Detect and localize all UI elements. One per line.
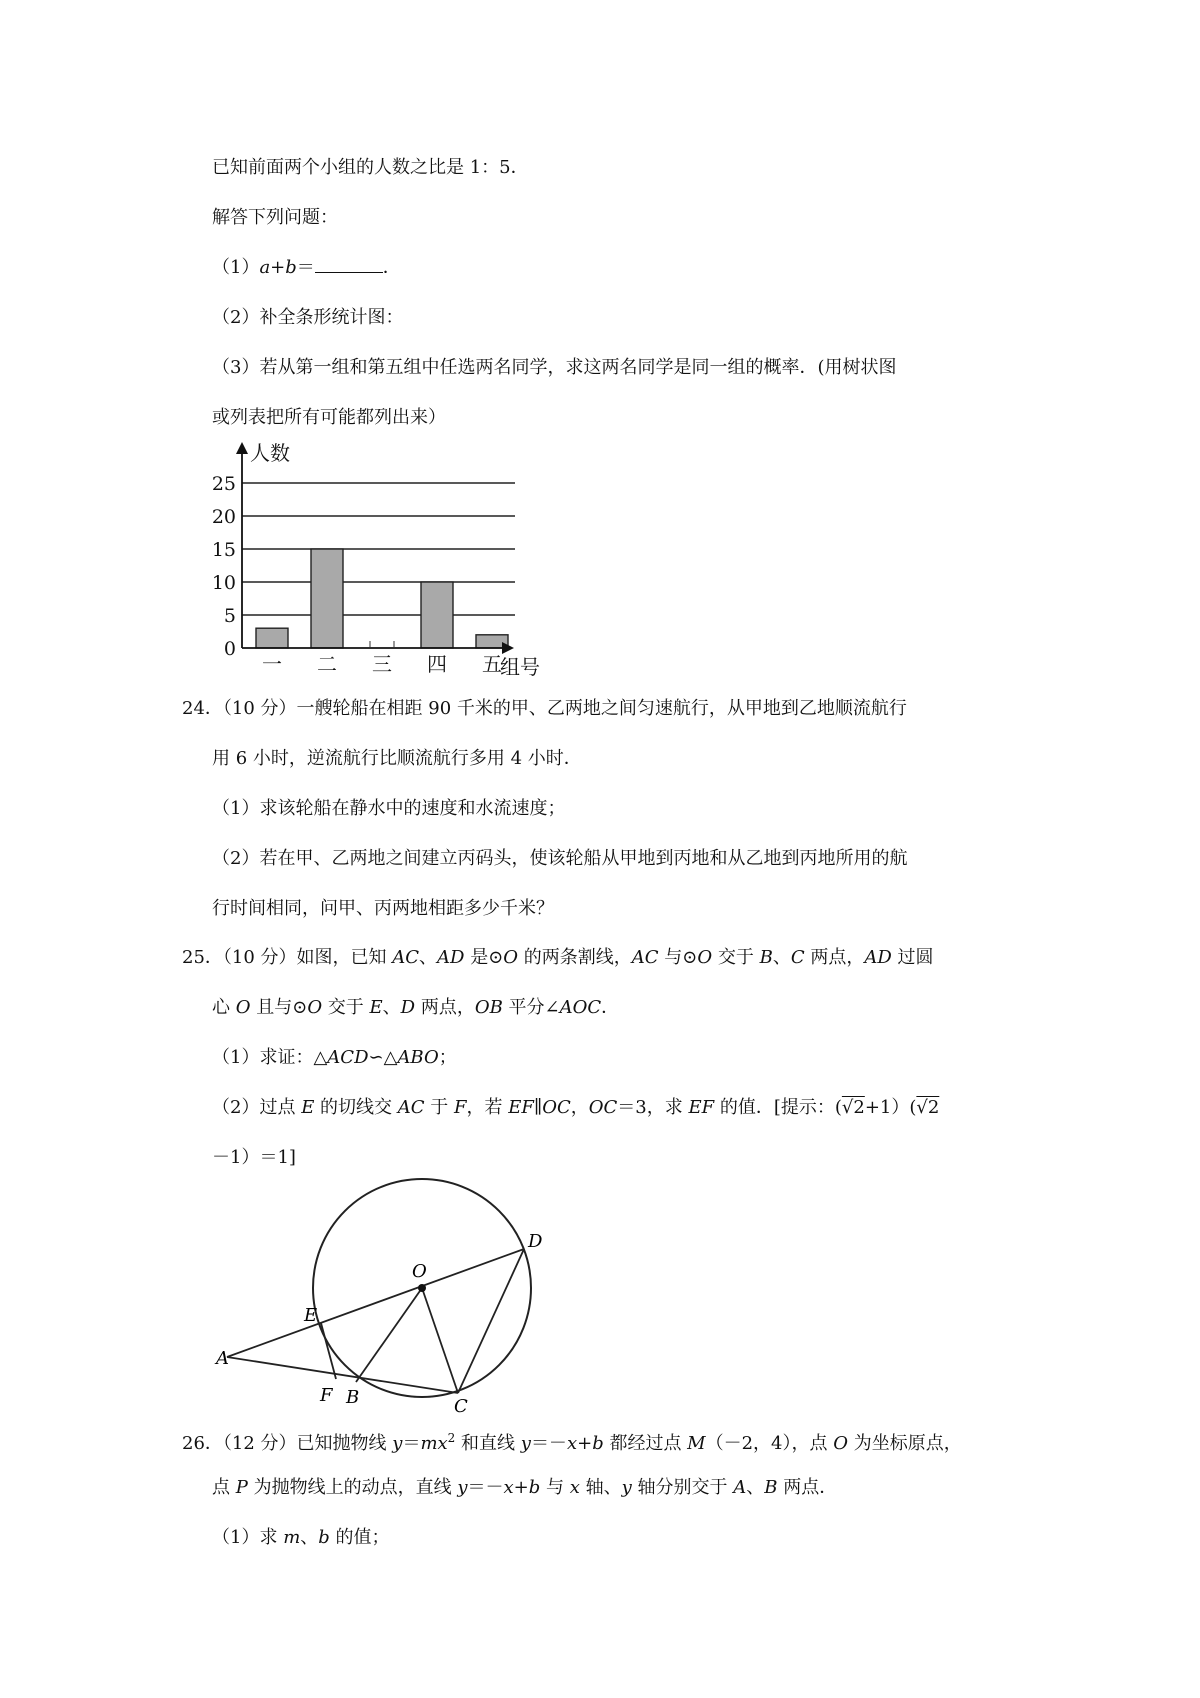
text-seg: 、 [382,997,401,1018]
text-seg: （2）过点 [212,1097,302,1118]
var: OC [588,1097,618,1118]
p24-question-2-line-1: （2）若在甲、乙两地之间建立丙码头，使该轮船从甲地到丙地和从乙地到丙地所用的航 [212,848,908,869]
text-seg: ∥ [533,1097,543,1118]
p26-question-1 [212,1526,390,1550]
text-seg: （－2，4），点 [705,1433,834,1454]
text-seg: ， [570,1097,589,1118]
p24-line-2: 用 6 小时，逆流航行比顺流航行多用 4 小时． [212,748,582,769]
var: O [235,997,251,1018]
var: O [307,997,323,1018]
text-seg: ，若 [466,1097,509,1118]
text-seg: 两点， [415,997,475,1018]
text-seg: + [513,1477,529,1498]
text-seg: 轴、 [579,1477,622,1498]
var: x [566,1433,578,1454]
label-d: D [528,1231,543,1252]
text-seg: ＝3，求 [617,1097,689,1118]
text-seg: 两点． [777,1477,838,1498]
text-seg: 25．（10 分）如图，已知 [182,947,393,968]
text-seg: ∽△ [368,1047,398,1068]
var: b [318,1527,330,1548]
label-e: E [304,1305,318,1326]
segment-ad [227,1249,524,1357]
var: b [528,1477,541,1498]
segment-oc [422,1288,458,1393]
var: mx [420,1433,448,1454]
p26-line-1 [182,1426,962,1456]
var: y [621,1477,632,1498]
text-seg: 和直线 [455,1433,521,1454]
exponent: 2 [447,1431,456,1445]
text-seg: 点 [212,1477,236,1498]
text-seg: 的两条割线， [518,947,632,968]
var: y [392,1433,403,1454]
question-2: （2）补全条形统计图： [212,307,404,328]
p25-question-1 [212,1046,457,1070]
var: AC [397,1097,425,1118]
var: AC [392,947,420,968]
text-seg: 是⊙ [464,947,504,968]
question-1-eq: ＝ [296,257,315,278]
var: E [369,997,383,1018]
x-category-label: 五 [482,652,502,676]
text-seg: 平分∠ [502,997,560,1018]
text-seg: 心 [212,997,236,1018]
text-seg: （1）求 [212,1527,284,1548]
text-seg: + [577,1433,593,1454]
var: AC [631,947,659,968]
var: A [733,1477,747,1498]
var: x [569,1477,580,1498]
text-seg: 过圆 [891,947,934,968]
var: B [764,1477,778,1498]
sqrt2: √2 [916,1097,940,1118]
p24-question-2-line-2: 行时间相同，问甲、丙两地相距多少千米？ [212,898,554,919]
var: M [687,1433,706,1454]
p24-line-1: 24．（10 分）一艘轮船在相距 90 千米的甲、乙两地之间匀速航行，从甲地到乙地顺流航行 [182,698,907,719]
x-category-label: 四 [427,652,447,676]
var: E [301,1097,315,1118]
label-c: C [454,1396,468,1417]
text-seg: 且与⊙ [250,997,308,1018]
var: EF [688,1097,715,1118]
text-seg: 与⊙ [658,947,698,968]
var: C [790,947,805,968]
var: D [400,997,416,1018]
y-tick-label: 10 [211,572,236,594]
var: b [592,1433,604,1454]
text-seg: +1）( [864,1097,917,1118]
text-seg: （1）求证：△ [212,1047,328,1068]
y-tick-label: 25 [211,473,236,495]
y-axis-arrow [236,442,248,454]
var: O [833,1433,849,1454]
center-point [418,1284,426,1292]
intro-line-2: 解答下列问题： [212,207,338,228]
text-seg: 、 [419,947,438,968]
text-seg: ＝－ [530,1433,567,1454]
question-1-expr: a+b [259,257,297,278]
text-seg: 的值； [329,1527,390,1548]
label-o: O [412,1261,427,1282]
var: x [503,1477,514,1498]
var: AOC [559,997,602,1018]
var: ABO [397,1047,439,1068]
x-category-label: 三 [372,652,392,676]
label-a: A [216,1348,229,1369]
text-seg: ＝ [402,1433,421,1454]
var: O [503,947,519,968]
p25-line-2 [212,996,619,1020]
x-axis-label: 组号 [500,655,540,679]
segment-ob [356,1288,422,1382]
bar [256,628,288,648]
text-seg: 、 [300,1527,319,1548]
var: AD [437,947,465,968]
var: AD [864,947,892,968]
y-axis-label: 人数 [250,441,290,465]
var: B [759,947,773,968]
text-seg: 为坐标原点， [848,1433,962,1454]
y-tick-label: 5 [223,605,236,627]
text-seg: 为抛物线上的动点，直线 [247,1477,458,1498]
text-seg: ； [438,1047,457,1068]
x-category-label: 一 [262,652,282,676]
label-f: F [320,1385,333,1406]
var: ACD [327,1047,369,1068]
question-3-line-1: （3）若从第一组和第五组中任选两名同学，求这两名同学是同一组的概率．(用树状图 [212,357,897,378]
question-1-prefix: （1） [212,257,260,278]
text-seg: 与 [540,1477,570,1498]
geometry-figure [210,1185,550,1417]
y-tick-label: 15 [211,539,236,561]
p25-question-2-end: －1）＝1] [212,1147,296,1168]
var: y [457,1477,468,1498]
bar-chart [200,440,545,680]
text-seg: ． [601,997,620,1018]
var: EF [508,1097,534,1118]
var: F [454,1097,467,1118]
p26-line-2 [212,1476,837,1500]
y-tick-label: 0 [223,638,236,660]
text-seg: 都经过点 [603,1433,688,1454]
p25-question-2 [212,1096,939,1120]
text-seg: 的切线交 [314,1097,398,1118]
var: y [520,1433,531,1454]
p24-question-1: （1）求该轮船在静水中的速度和水流速度； [212,798,566,819]
text-seg: 轴分别交于 [631,1477,734,1498]
text-seg: 、 [746,1477,765,1498]
question-3-line-2: 或列表把所有可能都列出来） [212,407,446,428]
var: OB [474,997,503,1018]
x-category-label: 二 [317,652,337,676]
var: OC [542,1097,571,1118]
question-1-end: ． [382,257,401,278]
var: O [697,947,713,968]
sqrt2: √2 [841,1097,865,1118]
answer-blank [315,256,383,273]
text-seg: 的值．[提示：( [714,1097,842,1118]
text-seg: 交于 [712,947,760,968]
var: P [235,1477,248,1498]
bar [421,582,453,648]
p25-line-1 [182,946,934,970]
text-seg: 于 [424,1097,455,1118]
var: m [283,1527,301,1548]
question-1 [212,256,401,280]
y-tick-label: 20 [211,506,236,528]
text-seg: 、 [772,947,791,968]
text-seg: 26．（12 分）已知抛物线 [182,1433,393,1454]
label-b: B [346,1387,360,1408]
text-seg: 两点， [804,947,865,968]
text-seg: ＝－ [467,1477,504,1498]
intro-line-1: 已知前面两个小组的人数之比是 1：5． [212,157,529,178]
bar [311,549,343,648]
text-seg: 交于 [322,997,370,1018]
